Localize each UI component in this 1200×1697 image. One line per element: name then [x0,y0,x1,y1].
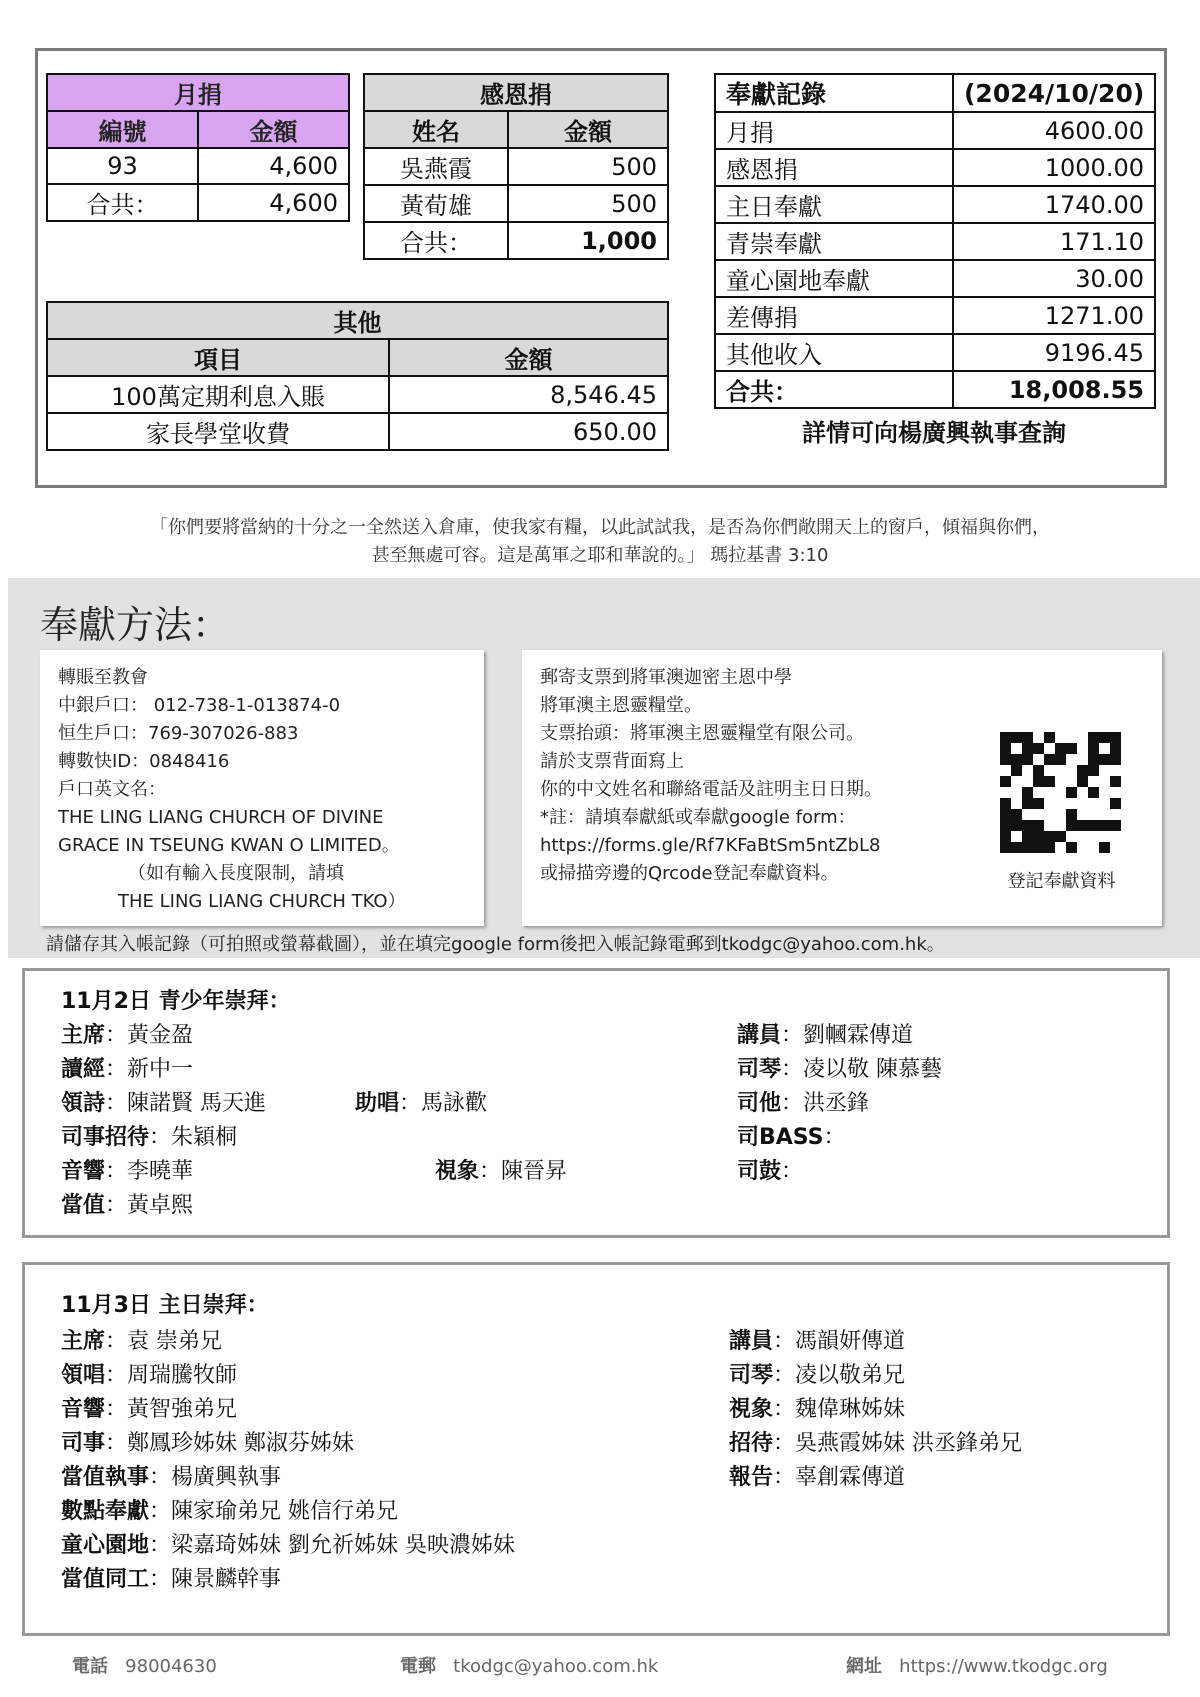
roster-item: 講員：劉幗霖傳道 [737,1023,914,1048]
table-row [715,112,1155,149]
thanks-total-label: 合共： [364,222,508,259]
cheque-line: *註：請填奉獻紙或奉獻google form： [540,807,856,828]
qr-caption: 登記奉獻資料 [1007,871,1116,892]
bank-line: 恒生戶口：769-307026-883 [58,723,299,744]
roster-item: 視象：陳晉昇 [435,1159,568,1184]
roster-value: 周瑞騰牧師 [127,1363,238,1388]
table-row [715,149,1155,186]
google-form-link[interactable]: https://forms.gle/Rf7KFaBtSm5ntZbL8 [540,835,881,856]
roster-item: 司BASS： [737,1125,846,1150]
roster-label: 助唱 [355,1091,400,1116]
bank-line: 中銀戶口： 012-738-1-013874-0 [58,695,341,716]
other-amount: 8,546.45 [389,376,668,413]
roster-item: 數點奉獻：陳家瑜弟兄 姚信行弟兄 [61,1499,399,1524]
roster-value: 馬詠歡 [421,1091,488,1116]
roster-item: 領詩：陳諾賢 馬天進 [61,1091,267,1116]
table-row [715,186,1155,223]
roster-label: 報告 [729,1465,774,1490]
roster-item: 司鼓： [737,1159,804,1184]
roster-value: 凌以敬 陳慕藝 [803,1057,943,1082]
roster-value: 陳家瑜弟兄 姚信行弟兄 [171,1499,399,1524]
bank-line: GRACE IN TSEUNG KWAN O LIMITED。 [58,835,400,856]
table-row [364,148,668,185]
sunday-heading: 11月3日 主日崇拜： [61,1293,269,1318]
roster-label: 音響 [61,1159,106,1184]
web-label: 網址 [846,1656,882,1677]
roster-item: 助唱：馬詠歡 [355,1091,488,1116]
other-item: 家長學堂收費 [47,413,389,450]
roster-label: 當值同工 [61,1567,150,1592]
roster-label: 司事 [61,1431,106,1456]
monthly-title: 月捐 [47,74,349,111]
table-row [715,260,1155,297]
sunday-service-roster [22,1262,1170,1636]
roster-value: 魏偉琳姊妹 [795,1397,906,1422]
roster-label: 領詩 [61,1091,106,1116]
monthly-no: 93 [47,148,198,184]
roster-label: 當值執事 [61,1465,150,1490]
monthly-amount: 4,600 [198,148,349,184]
roster-value: 新中一 [127,1057,194,1082]
roster-item: 司琴：凌以敬弟兄 [729,1363,906,1388]
roster-item: 司他：洪丞鋒 [737,1091,870,1116]
email-link[interactable]: tkodgc@yahoo.com.hk [453,1656,659,1677]
roster-item: 司琴：凌以敬 陳慕藝 [737,1057,943,1082]
roster-label: 講員 [737,1023,782,1048]
record-value: 4600.00 [953,112,1155,149]
record-label: 感恩捐 [715,149,953,186]
bank-line: 轉數快ID：0848416 [58,751,230,772]
roster-item: 音響：李曉華 [61,1159,194,1184]
cheque-line: 郵寄支票到將軍澳迦密主恩中學 [540,667,792,688]
monthly-total-label: 合共： [47,184,198,221]
other-table [46,301,669,451]
roster-item: 招待：吳燕霞姊妹 洪丞鋒弟兄 [729,1431,1023,1456]
record-value: 1000.00 [953,149,1155,186]
roster-value: 梁嘉琦姊妹 劉允祈姊妹 吳映濃姊妹 [171,1533,516,1558]
youth-heading: 11月2日 青少年崇拜： [61,989,291,1014]
verse-line: 「你們要將當納的十分之一全然送入倉庫，使我家有糧，以此試試我，是否為你們敞開天上的窗戶，傾福與你們， [150,517,1050,538]
bank-line: 戶口英文名： [58,779,166,800]
record-value: 1271.00 [953,297,1155,334]
roster-value: 馮韻妍傳道 [795,1329,906,1354]
roster-value: 朱穎桐 [171,1125,238,1150]
record-value: 9196.45 [953,334,1155,371]
cheque-line: 請於支票背面寫上 [540,751,684,772]
other-item: 100萬定期利息入賬 [47,376,389,413]
footer-email [400,1652,658,1678]
roster-value: 袁 崇弟兄 [127,1329,223,1354]
roster-value: 陳晉昇 [501,1159,568,1184]
qr-code[interactable] [1000,732,1121,853]
roster-value: 李曉華 [127,1159,194,1184]
footer-web [846,1652,1108,1678]
roster-label: 講員 [729,1329,774,1354]
phone-value: 98004630 [125,1656,217,1677]
roster-item: 講員：馮韻妍傳道 [729,1329,906,1354]
roster-value: 鄭鳳珍姊妹 鄭淑芬姊妹 [127,1431,355,1456]
roster-value: 辜創霖傳道 [795,1465,906,1490]
roster-item: 司事招待：朱穎桐 [61,1125,238,1150]
other-col-amount: 金額 [389,339,668,376]
bank-transfer-card [40,650,484,926]
offering-methods-section [8,578,1200,958]
cheque-line: 或掃描旁邊的Qrcode登記奉獻資料。 [540,863,839,884]
cheque-line: 將軍澳主恩靈糧堂。 [540,695,702,716]
other-amount: 650.00 [389,413,668,450]
roster-label: 司事招待 [61,1125,150,1150]
roster-label: 數點奉獻 [61,1499,150,1524]
roster-item: 當值：黃卓熙 [61,1193,194,1218]
table-row [47,148,349,184]
record-label: 其他收入 [715,334,953,371]
record-note: 詳情可向楊廣興執事查詢 [802,419,1066,447]
table-row [47,376,668,413]
roster-item: 當值同工：陳景麟幹事 [61,1567,282,1592]
roster-label: 音響 [61,1397,106,1422]
web-link[interactable]: https://www.tkodgc.org [899,1656,1108,1677]
roster-value: 凌以敬弟兄 [795,1363,906,1388]
record-title: 奉獻記錄 [715,74,953,112]
monthly-col-no: 編號 [47,111,198,148]
roster-label: 童心園地 [61,1533,150,1558]
bank-line: 轉賬至教會 [58,667,148,688]
roster-label: 當值 [61,1193,106,1218]
roster-value: 黃金盈 [127,1023,194,1048]
thanks-col-name: 姓名 [364,111,508,148]
thanks-col-amount: 金額 [508,111,668,148]
roster-item: 報告：辜創霖傳道 [729,1465,906,1490]
roster-label: 領唱 [61,1363,106,1388]
roster-value: 劉幗霖傳道 [803,1023,914,1048]
table-row [715,223,1155,260]
cheque-card [522,650,1162,926]
roster-value: 陳諾賢 馬天進 [127,1091,267,1116]
record-label: 主日奉獻 [715,186,953,223]
record-table [714,73,1156,409]
roster-label: 司琴 [729,1363,774,1388]
email-label: 電郵 [400,1656,436,1677]
thanks-amount: 500 [508,185,668,222]
record-value: 171.10 [953,223,1155,260]
thanks-table [363,73,669,260]
monthly-table [46,73,350,222]
cheque-line: 支票抬頭：將軍澳主恩靈糧堂有限公司。 [540,723,864,744]
donation-summary-box [35,48,1167,488]
roster-item: 童心園地：梁嘉琦姊妹 劉允祈姊妹 吳映濃姊妹 [61,1533,516,1558]
youth-service-roster [22,968,1170,1238]
roster-label: 視象 [435,1159,480,1184]
record-label: 差傳捐 [715,297,953,334]
record-date: (2024/10/20) [953,74,1155,112]
record-label: 月捐 [715,112,953,149]
roster-label: 讀經 [61,1057,106,1082]
roster-value: 黃卓熙 [127,1193,194,1218]
thanks-name: 黃荀雄 [364,185,508,222]
roster-item: 視象：魏偉琳姊妹 [729,1397,906,1422]
roster-label: 招待 [729,1431,774,1456]
record-total-label: 合共： [715,371,953,408]
verse-line: 甚至無處可容。這是萬軍之耶和華說的。」 瑪拉基書 3:10 [371,545,829,566]
thanks-total: 1,000 [508,222,668,259]
roster-item: 主席：袁 崇弟兄 [61,1329,223,1354]
record-label: 青崇奉獻 [715,223,953,260]
qr-code-icon [1000,732,1121,853]
roster-item: 讀經：新中一 [61,1057,194,1082]
roster-value: 陳景麟幹事 [171,1567,282,1592]
record-value: 1740.00 [953,186,1155,223]
roster-label: 司琴 [737,1057,782,1082]
roster-item: 領唱：周瑞騰牧師 [61,1363,238,1388]
roster-value: 洪丞鋒 [803,1091,870,1116]
table-row [47,413,668,450]
thanks-name: 吳燕霞 [364,148,508,185]
bible-verse [40,514,1160,570]
roster-value: 楊廣興執事 [171,1465,282,1490]
other-col-item: 項目 [47,339,389,376]
bank-line: THE LING LIANG CHURCH OF DIVINE [58,807,384,828]
roster-item: 音響：黃智強弟兄 [61,1397,238,1422]
bank-line: THE LING LIANG CHURCH TKO） [118,891,406,912]
monthly-col-amount: 金額 [198,111,349,148]
footer [0,1646,1200,1686]
roster-item: 主席：黃金盈 [61,1023,194,1048]
roster-value: 黃智強弟兄 [127,1397,238,1422]
bank-line: （如有輸入長度限制，請填 [128,863,344,884]
record-value: 30.00 [953,260,1155,297]
method-note: 請儲存其入帳記錄（可拍照或螢幕截圖），並在填完google form後把入帳記錄電郵到tkodgc@yahoo.com.hk。 [46,934,945,955]
monthly-total: 4,600 [198,184,349,221]
roster-item: 司事：鄭鳳珍姊妹 鄭淑芬姊妹 [61,1431,355,1456]
roster-label: 主席 [61,1023,106,1048]
phone-label: 電話 [72,1656,108,1677]
record-total: 18,008.55 [953,371,1155,408]
record-label: 童心園地奉獻 [715,260,953,297]
footer-phone [72,1652,217,1678]
thanks-amount: 500 [508,148,668,185]
roster-label: 視象 [729,1397,774,1422]
other-title: 其他 [47,302,668,339]
roster-value: 吳燕霞姊妹 洪丞鋒弟兄 [795,1431,1023,1456]
thanks-title: 感恩捐 [364,74,668,111]
table-row [364,185,668,222]
roster-label: 司他 [737,1091,782,1116]
method-title: 奉獻方法： [40,603,231,647]
roster-label: 主席 [61,1329,106,1354]
cheque-line: 你的中文姓名和聯絡電話及註明主日日期。 [540,779,882,800]
table-row [715,297,1155,334]
roster-item: 當值執事：楊廣興執事 [61,1465,282,1490]
roster-label: 司鼓 [737,1159,782,1184]
table-row [715,334,1155,371]
roster-label: 司BASS [737,1125,824,1150]
